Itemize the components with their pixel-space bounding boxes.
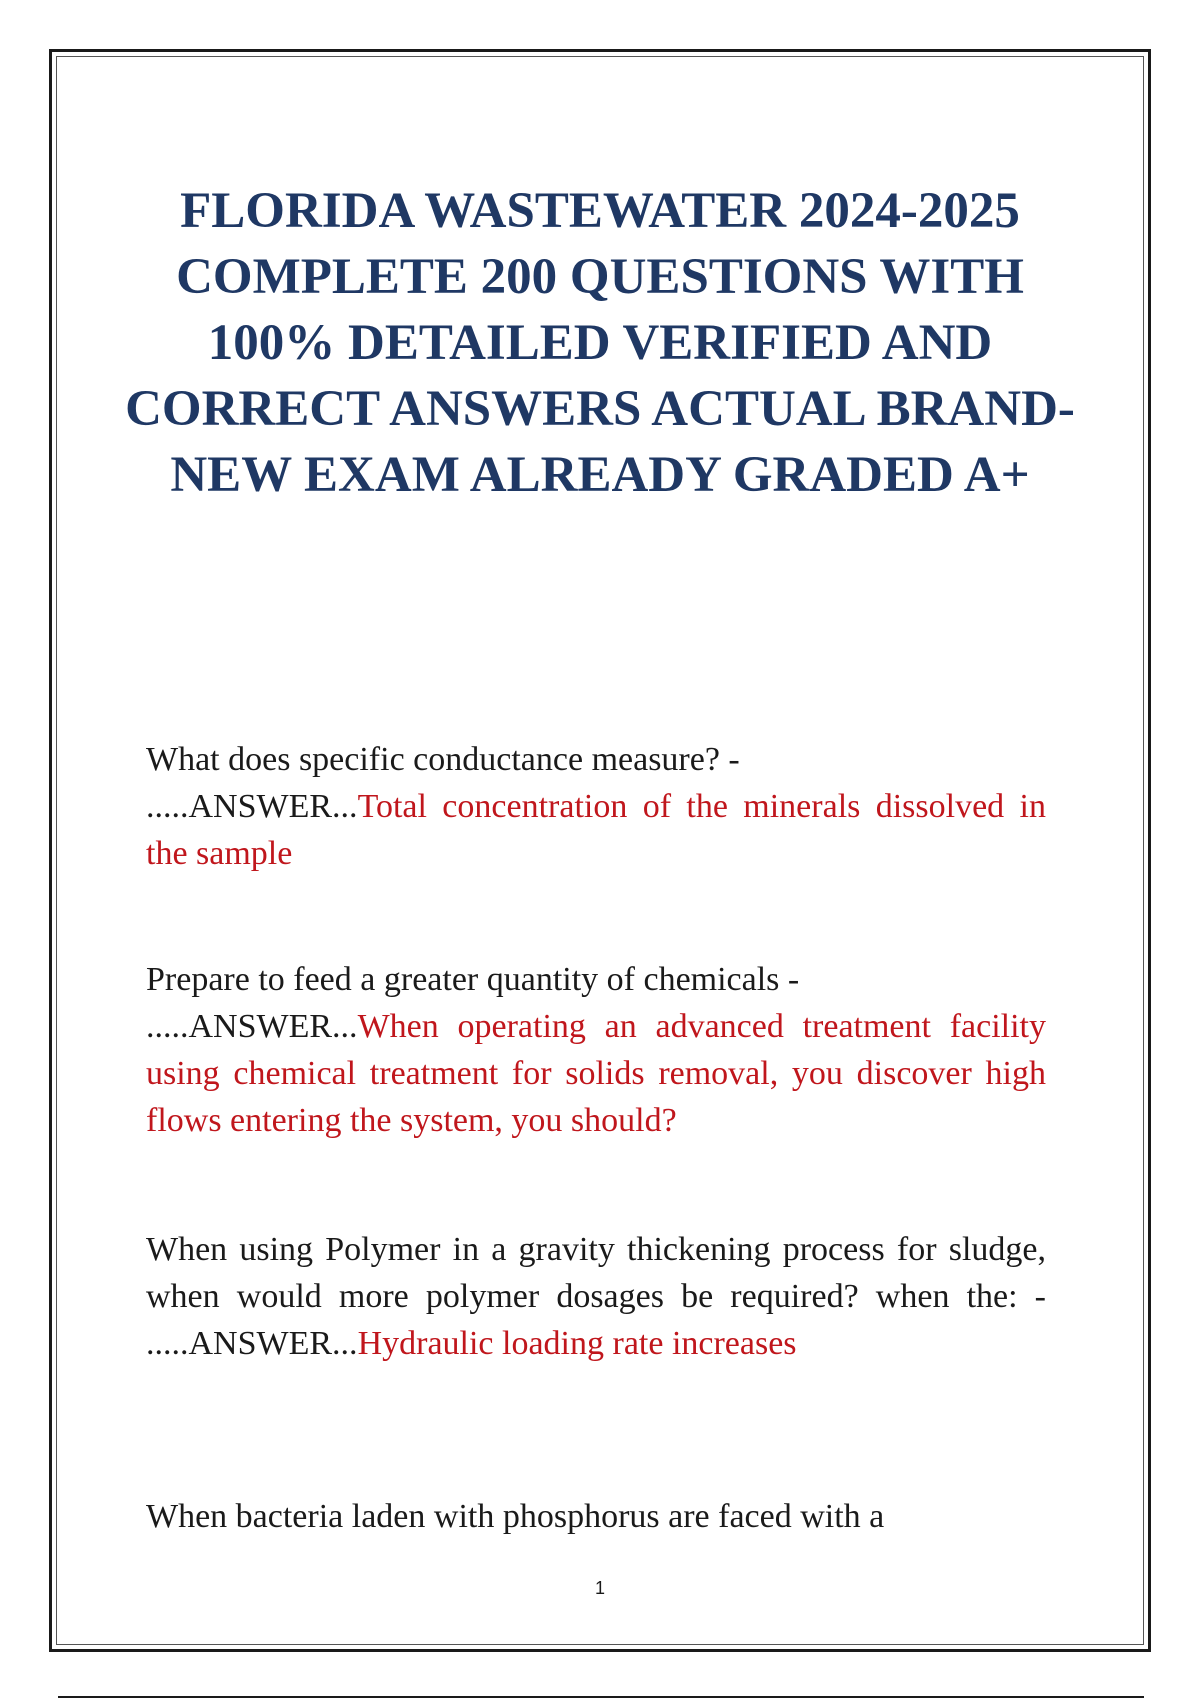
- question-text: When bacteria laden with phosphorus are faced with a: [146, 1498, 885, 1535]
- question-text: What does specific conductance measure? -: [146, 741, 740, 778]
- qa-item: [146, 1493, 1046, 1540]
- page-number: 1: [594, 1578, 605, 1598]
- document-title: FLORIDA WASTEWATER 2024-2025 COMPLETE 200 QUESTIONS WITH 100% DETAILED VERIFIED AND CORRECT ANSWERS ACTUAL BRAND-NEW EXAM ALREADY GRADED A+: [125, 183, 1075, 503]
- answer-text: When operating an advanced treatment facility using chemical treatment for solids removal, you discover high flows entering the system, you should?: [146, 1008, 1046, 1139]
- answer-marker: .....ANSWER...: [146, 788, 358, 825]
- question-text: Prepare to feed a greater quantity of chemicals -: [146, 961, 800, 998]
- bottom-divider: [58, 1696, 1144, 1698]
- question-text: When using Polymer in a gravity thickening process for sludge, when would more polymer dosages be required? when the: -: [146, 1231, 1046, 1315]
- qa-item: [146, 736, 1046, 877]
- qa-item: [146, 956, 1046, 1144]
- answer-text: Total concentration of the minerals dissolved in the sample: [146, 788, 1046, 872]
- answer-marker: .....ANSWER...: [146, 1325, 358, 1362]
- qa-item: [146, 1226, 1046, 1367]
- answer-marker: .....ANSWER...: [146, 1008, 358, 1045]
- answer-text: Hydraulic loading rate increases: [357, 1325, 797, 1362]
